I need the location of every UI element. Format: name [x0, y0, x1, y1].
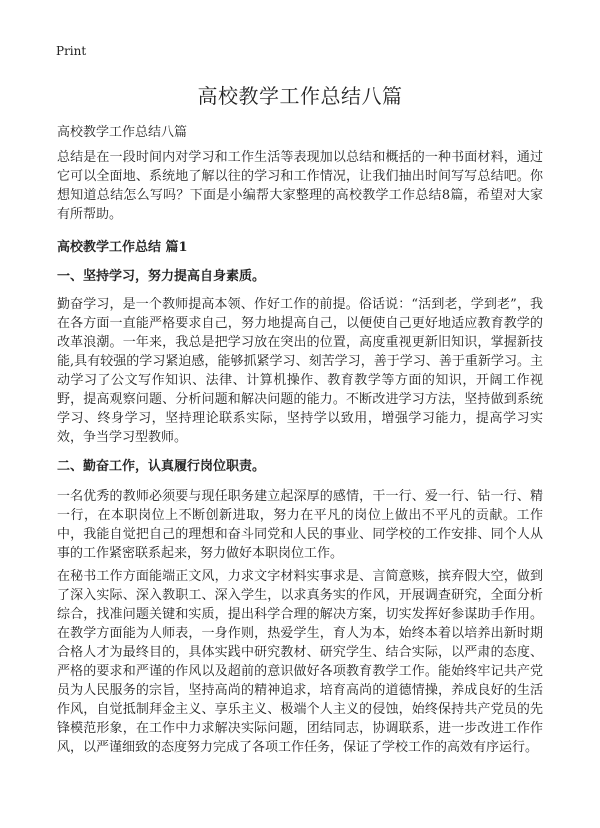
section-2-paragraph-1: 一名优秀的教师必须要与现任职务建立起深厚的感情，干一行、爱一行、钻一行、精一行，在本职岗位上不断创新进取，努力在平凡的岗位上做出不平凡的贡献。工作中，我能自觉把自己的理想和奋斗同党和人民的事业、同学校的工作安排、同个人从事的工作紧密联系起来，努力做好本职岗位工作。	[57, 489, 543, 561]
print-link[interactable]: Print	[56, 44, 87, 58]
section-1-paragraph: 勤奋学习，是一个教师提高本领、作好工作的前提。俗话说：“活到老，学到老”，我在各方面一直能严格要求自己，努力地提高自己，以便使自己更好地适应教育教学的改革浪潮。一年来，我总是把学习放在突出的位置，高度重视更新旧知识，掌握新技能,具有较强的学习紧迫感，能够抓紧学习、刻苦学习，善于学习、善于重新学习。主动学习了公文写作知识、法律、计算机操作、教育教学等方面的知识，开阔工作视野，提高观察问题、分析问题和解决问题的能力。不断改进学习方法，坚持做到系统学习、终身学习，坚持理论联系实际，坚持学以致用，增强学习能力，提高学习实效，争当学习型教师。	[57, 297, 543, 445]
document-title: 高校教学工作总结八篇	[197, 84, 403, 108]
section-1-heading: 一、坚持学习，努力提高自身素质。	[57, 269, 266, 284]
document-subtitle: 高校教学工作总结八篇	[57, 125, 188, 140]
section-2-paragraph-2: 在秘书工作方面能端正文风，力求文字材料实事求是、言简意赅，摈弃假大空，做到了深入实际、深入教职工、深入学生，以求真务实的作风，开展调查研究，全面分析综合，找准问题关键和实质，提出科学合理的解决方案，切实发挥好参谋助手作用。在教学方面能为人师表，一身作则，热爱学生，育人为本，始终本着以培养出新时期合格人才为最终目的，具体实践中研究教材、研究学生、结合实际，以严肃的态度、严格的要求和严谨的作风以及超前的意识做好各项教育教学工作。能始终牢记共产党员为人民服务的宗旨，坚持高尚的精神追求，培育高尚的道德情操，养成良好的生活作风，自觉抵制拜金主义、享乐主义、极端个人主义的侵蚀，始终保持共产党员的先锋模范形象，在工作中力求解决实际问题，团结同志，协调联系，进一步改进工作作风，以严谨细致的态度努力完成了各项工作任务，保证了学校工作的高效有序运行。	[57, 569, 543, 755]
section-2-heading: 二、勤奋工作，认真履行岗位职责。	[57, 459, 266, 474]
intro-paragraph: 总结是在一段时间内对学习和工作生活等表现加以总结和概括的一种书面材料，通过它可以全面地、系统地了解以往的学习和工作情况，让我们抽出时间写写总结吧。你想知道总结怎么写吗？下面是小编帮大家整理的高校教学工作总结8篇，希望对大家有所帮助。	[57, 150, 543, 222]
article-heading: 高校教学工作总结 篇1	[57, 240, 188, 255]
